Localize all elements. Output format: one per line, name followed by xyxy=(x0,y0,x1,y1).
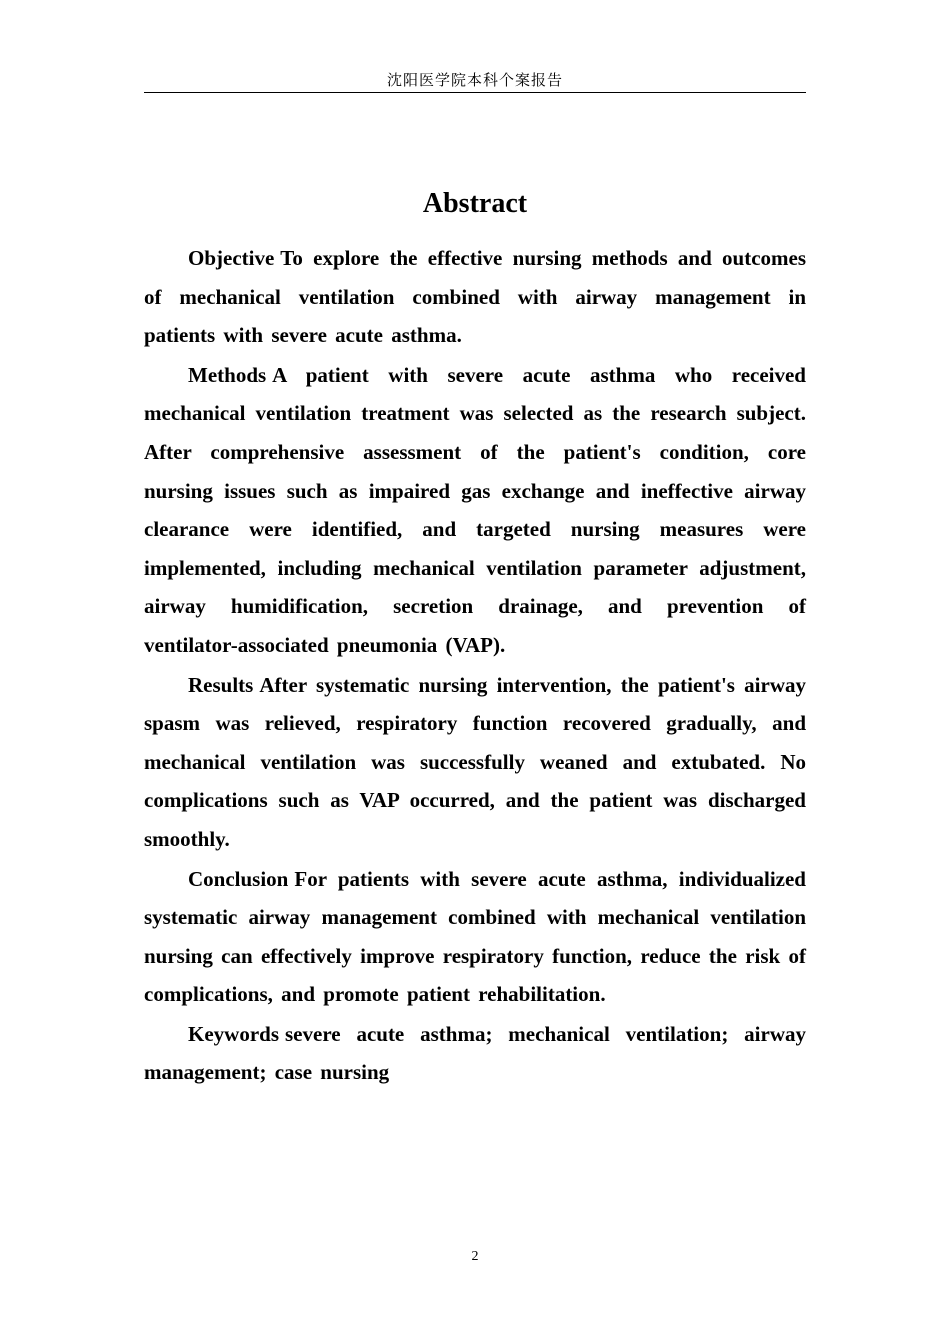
conclusion-text: For patients with severe acute asthma, individualized systematic airway management combined with mechanical ventilation nursing can effectively improve respiratory function, reduce the risk of complications, and promote patient rehabilitation. xyxy=(144,866,806,1007)
results-label: Results xyxy=(188,672,254,697)
methods-text: A patient with severe acute asthma who received mechanical ventilation treatment was selected as the research subject. After comprehensive assessment of the patient's condition, core nursing issues such as impaired gas exchange and ineffective airway clearance were identified, and targeted nursing measures were implemented, including mechanical ventilation parameter adjustment, airway humidification, secretion drainage, and prevention of ventilator-associated pneumonia (VAP). xyxy=(144,362,806,657)
objective-text: To explore the effective nursing methods and outcomes of mechanical ventilation combined with airway management in patients with severe acute asthma. xyxy=(144,246,806,348)
methods-paragraph xyxy=(144,356,806,665)
results-text: After systematic nursing intervention, the patient's airway spasm was relieved, respiratory function recovered gradually, and mechanical ventilation was successfully weaned and extubated. No complications such as VAP occurred, and the patient was discharged smoothly. xyxy=(144,672,806,851)
page-header: 沈阳医学院本科个案报告 xyxy=(386,71,563,89)
objective-label: Objective xyxy=(188,246,275,270)
abstract-body xyxy=(144,239,806,1092)
header-rule xyxy=(144,92,806,93)
methods-label: Methods xyxy=(188,362,267,387)
conclusion-label: Conclusion xyxy=(188,866,289,891)
abstract-title: Abstract xyxy=(422,188,528,219)
page-number: 2 xyxy=(471,1249,479,1264)
results-paragraph xyxy=(144,666,806,859)
keywords-text: severe acute asthma; mechanical ventilation; airway management; case nursing xyxy=(144,1021,806,1085)
objective-paragraph xyxy=(144,239,806,355)
conclusion-paragraph xyxy=(144,860,806,1014)
keywords-label: Keywords xyxy=(188,1021,279,1046)
keywords-paragraph xyxy=(144,1015,806,1092)
